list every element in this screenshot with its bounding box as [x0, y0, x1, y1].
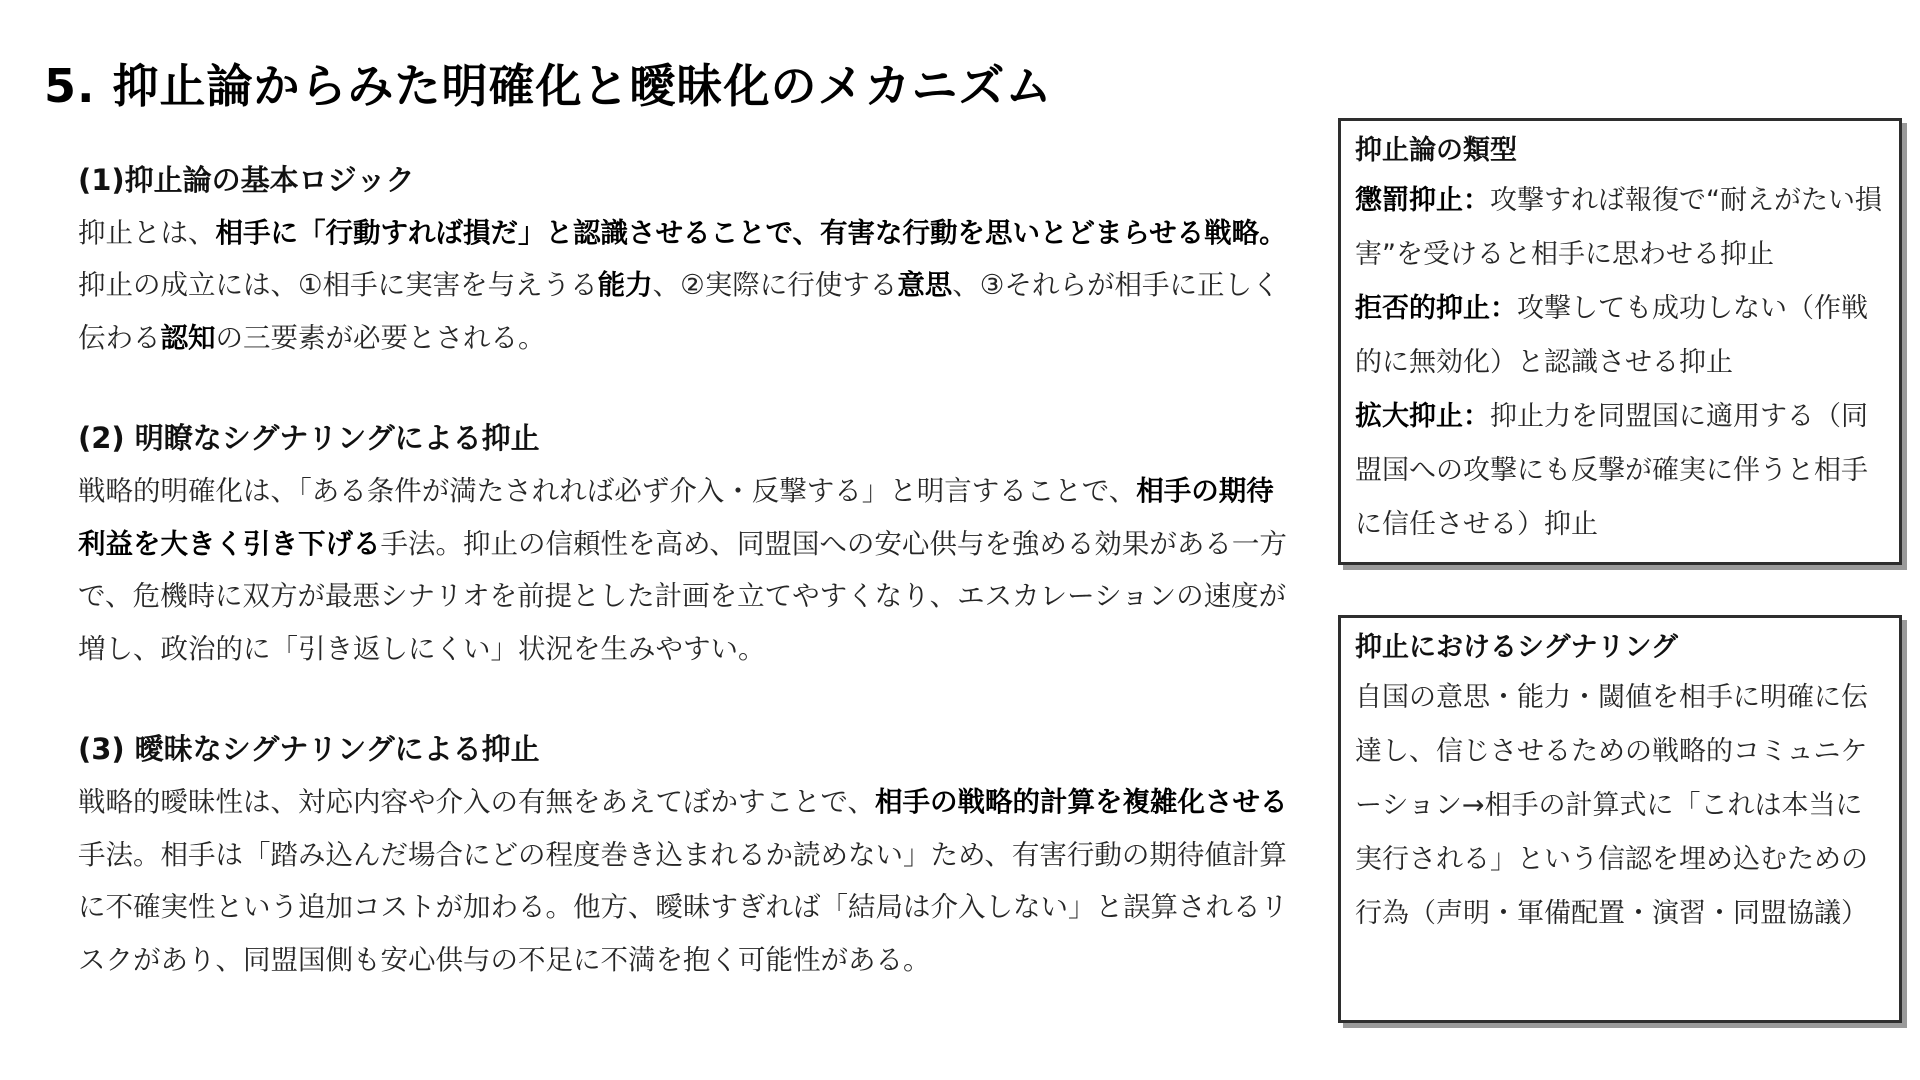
section-heading: (1)抑止論の基本ロジック — [78, 163, 415, 197]
text-run: 抑止とは、 — [78, 216, 216, 249]
text-run: 、③それらが相手に正しく伝わる — [78, 269, 1280, 354]
emphasis-text: 能力 — [597, 269, 653, 302]
section-paragraph — [78, 465, 1288, 675]
type-term: 拡大抑止： — [1355, 401, 1490, 433]
text-run: 抑止の成立には、①相手に実害を与えうる — [78, 269, 598, 302]
signaling-box — [1338, 615, 1902, 1023]
text-run: 、②実際に行使する — [652, 269, 898, 302]
box-heading: 抑止論の類型 — [1355, 135, 1517, 166]
text-run: 戦略的明確化は、「ある条件が満たされれば必ず介入・反撃する」と明言することで、 — [78, 475, 1137, 508]
section-clear-signaling — [78, 416, 1288, 675]
type-item — [1355, 174, 1885, 282]
slide-title: 5. 抑止論からみた明確化と曖昧化のメカニズム — [44, 59, 1053, 113]
type-description: 抑止力を同盟国に適用する（同盟国への攻撃にも反撃が確実に伴うと相手に信任させる）抑止 — [1355, 401, 1868, 541]
emphasis-text: 相手の戦略的計算を複雑化させる — [874, 786, 1288, 819]
section-heading: (2) 明瞭なシグナリングによる抑止 — [78, 421, 540, 456]
section-ambiguous-signaling — [78, 727, 1288, 986]
type-item — [1355, 390, 1885, 552]
text-run: の三要素が必要とされる。 — [215, 321, 546, 354]
text-run: 手法。抑止の信頼性を高め、同盟国への安心供与を強める効果がある一方で、危機時に双方が最悪シナリオを前提とした計画を立てやすくなり、エスカレーションの速度が増し、政治的に「引き返しにくい」状況を生みやすい。 — [78, 527, 1287, 665]
section-heading: (3) 曖昧なシグナリングによる抑止 — [78, 732, 540, 767]
emphasis-text: 意思 — [897, 269, 953, 302]
section-paragraph — [78, 207, 1288, 365]
section-paragraph — [78, 776, 1288, 986]
section-basic-logic — [78, 158, 1288, 364]
text-run: 戦略的曖昧性は、対応内容や介入の有無をあえてぼかすことで、 — [78, 786, 875, 819]
box-heading: 抑止におけるシグナリング — [1355, 632, 1678, 663]
text-run: 手法。相手は「踏み込んだ場合にどの程度巻き込まれるか読めない」ため、有害行動の期待値計算に不確実性という追加コストが加わる。他方、曖昧すぎれば「結局は介入しない」と誤算されるリスクがあり、同盟国側も安心供与の不足に不満を抱く可能性がある。 — [78, 838, 1288, 976]
main-content — [78, 158, 1288, 1038]
type-term: 拒否的抑止： — [1355, 293, 1517, 325]
emphasis-text: 相手の期待利益を大きく引き下げる — [78, 475, 1274, 560]
type-item — [1355, 282, 1885, 390]
emphasis-text: 相手に「行動すれば損だ」と認識させることで、有害な行動を思いとどまらせる戦略。 — [215, 216, 1287, 249]
type-term: 懲罰抑止： — [1355, 185, 1490, 217]
type-description: 攻撃すれば報復で“耐えがたい損害”を受けると相手に思わせる抑止 — [1355, 185, 1882, 271]
emphasis-text: 認知 — [160, 321, 216, 354]
type-description: 攻撃しても成功しない（作戦的に無効化）と認識させる抑止 — [1355, 293, 1868, 379]
box-text: 自国の意思・能力・閾値を相手に明確に伝達し、信じさせるための戦略的コミュニケーション→相手の計算式に「これは本当に実行される」という信認を埋め込むための行為（声明・軍備配置・演習・同盟協議） — [1355, 682, 1868, 930]
deterrence-types-box — [1338, 118, 1902, 565]
